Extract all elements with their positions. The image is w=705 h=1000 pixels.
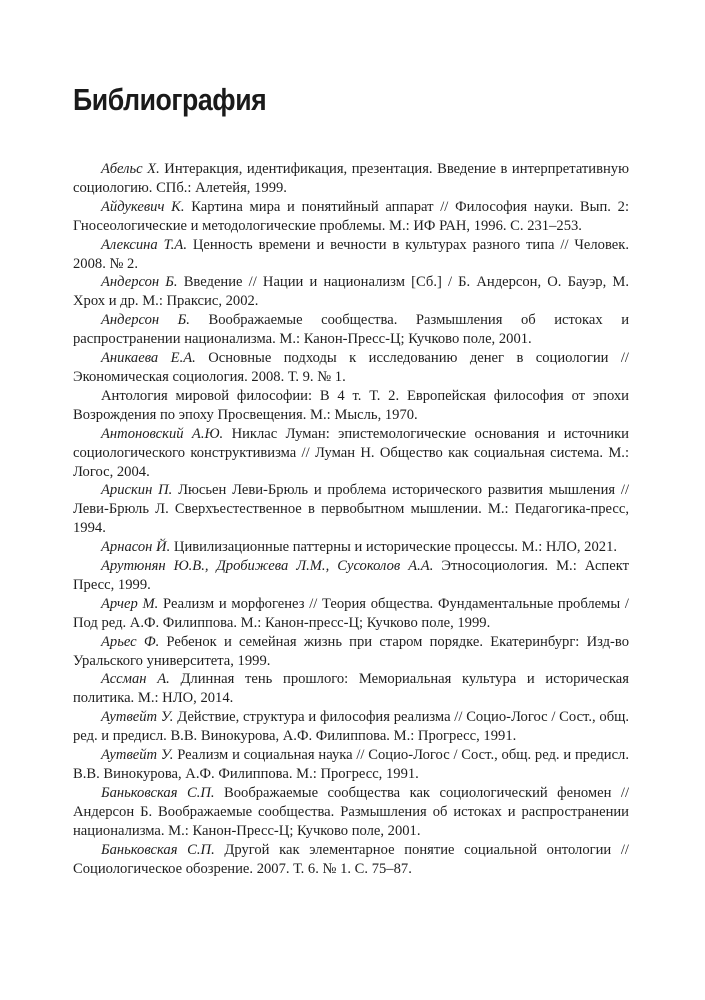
bibliography-entry — [73, 481, 629, 538]
bibliography-entry — [73, 708, 629, 746]
entry-author: Антоновский А.Ю. — [101, 425, 224, 442]
entry-text: Цивилизационные паттерны и исторические процессы. М.: НЛО, 2021. — [170, 539, 618, 556]
entry-text: Интеракция, идентификация, презентация. Введение в интерпретативную социологию. СПб.: Алетейя, 1999. — [73, 161, 630, 196]
page-title: Библиография — [73, 82, 267, 117]
entry-text: Реализм и морфогенез // Теория общества. Фундаментальные проблемы / Под ред. А.Ф. Филиппова. М.: Канон-пресс-Ц; Кучково поле, 1999. — [73, 595, 629, 631]
bibliography-entry — [73, 160, 629, 198]
bibliography-entry — [73, 841, 629, 879]
entry-author: Аутвейт У. — [101, 709, 174, 726]
bibliography-entry — [73, 236, 629, 274]
bibliography-entry — [73, 633, 629, 671]
entry-author: Аникаева Е.А. — [101, 350, 196, 367]
entry-text: Воображаемые сообщества как социологический феномен // Андерсон Б. Воображаемые сообщества. Размышления об истоках и распространении национализма. М.: Канон-Пресс-Ц; Кучково поле, 2001. — [73, 784, 629, 839]
entry-author: Баньковская С.П. — [101, 784, 215, 801]
bibliography-entry — [73, 595, 629, 633]
entry-text: Основные подходы к исследованию денег в социологии // Экономическая социология. 2008. Т. 9. № 1. — [73, 350, 629, 385]
bibliography-entry — [73, 273, 629, 311]
bibliography-entry — [73, 311, 629, 349]
bibliography-entry — [73, 746, 629, 784]
bibliography-entry — [73, 349, 629, 387]
entry-author: Арнасон Й. — [101, 539, 171, 556]
entry-author: Арчер М. — [101, 595, 159, 612]
entry-text: Воображаемые сообщества. Размышления об истоках и распространении национализма. М.: Канон-Пресс-Ц; Кучково поле, 2001. — [73, 312, 630, 348]
entry-author: Алексина Т.А. — [101, 236, 187, 253]
bibliography-entry — [73, 387, 629, 425]
entry-author: Айдукевич К. — [101, 198, 185, 215]
entry-text: Длинная тень прошлого: Мемориальная культура и историческая политика. М.: НЛО, 2014. — [73, 671, 630, 707]
entry-author: Андерсон Б. — [101, 312, 190, 329]
entry-text: Антология мировой философии: В 4 т. Т. 2. Европейская философия от эпохи Возрождения по эпоху Просвещения. М.: Мысль, 1970. — [73, 387, 629, 423]
entry-author: Арьес Ф. — [101, 633, 160, 650]
entry-author: Арискин П. — [101, 482, 173, 499]
bibliography-list — [73, 160, 629, 878]
entry-author: Арутюнян Ю.В., Дробижева Л.М., Сусоколов А.А. — [101, 558, 434, 575]
bibliography-entry — [73, 538, 629, 557]
bibliography-entry — [73, 784, 629, 841]
entry-text: Другой как элементарное понятие социальной онтологии // Социологическое обозрение. 2007. Т. 6. № 1. С. 75–87. — [73, 841, 629, 877]
entry-text: Люсьен Леви-Брюль и проблема исторического развития мышления // Леви-Брюль Л. Сверхъестественное в первобытном мышлении. М.: Педагогика-пресс, 1994. — [73, 482, 630, 537]
bibliography-entry — [73, 670, 629, 708]
entry-text: Действие, структура и философия реализма // Социо-Логос / Сост., общ. ред. и предисл. В.В. Винокурова, А.Ф. Филиппова. М.: Прогресс, 1991. — [73, 709, 630, 745]
bibliography-entry — [73, 198, 629, 236]
entry-author: Андерсон Б. — [101, 274, 178, 291]
entry-text: Введение // Нации и национализм [Сб.] / Б. Андерсон, О. Бауэр, М. Хрох и др. М.: Праксис, 2002. — [73, 274, 629, 310]
entry-text: Картина мира и понятийный аппарат // Философия науки. Вып. 2: Гносеологические и методологические проблемы. М.: ИФ РАН, 1996. С. 231–253. — [73, 198, 629, 234]
entry-author: Баньковская С.П. — [101, 841, 215, 858]
entry-author: Абельс Х. — [101, 161, 160, 177]
entry-author: Аутвейт У. — [101, 747, 174, 764]
bibliography-entry — [73, 557, 629, 595]
entry-author: Ассман А. — [101, 671, 170, 688]
bibliography-entry — [73, 425, 629, 482]
entry-text: Реализм и социальная наука // Социо-Логос / Сост., общ. ред. и предисл. В.В. Винокурова, А.Ф. Филиппова. М.: Прогресс, 1991. — [73, 747, 629, 782]
entry-text: Ребенок и семейная жизнь при старом порядке. Екатеринбург: Изд-во Уральского университета, 1999. — [73, 633, 629, 669]
entry-text: Этносоциология. М.: Аспект Пресс, 1999. — [73, 558, 629, 593]
entry-text: Никлас Луман: эпистемологические основания и источники социологического конструктивизма // Луман Н. Общество как социальная система. М.: Логос, 2004. — [73, 425, 629, 480]
entry-text: Ценность времени и вечности в культурах разного типа // Человек. 2008. № 2. — [73, 236, 629, 272]
